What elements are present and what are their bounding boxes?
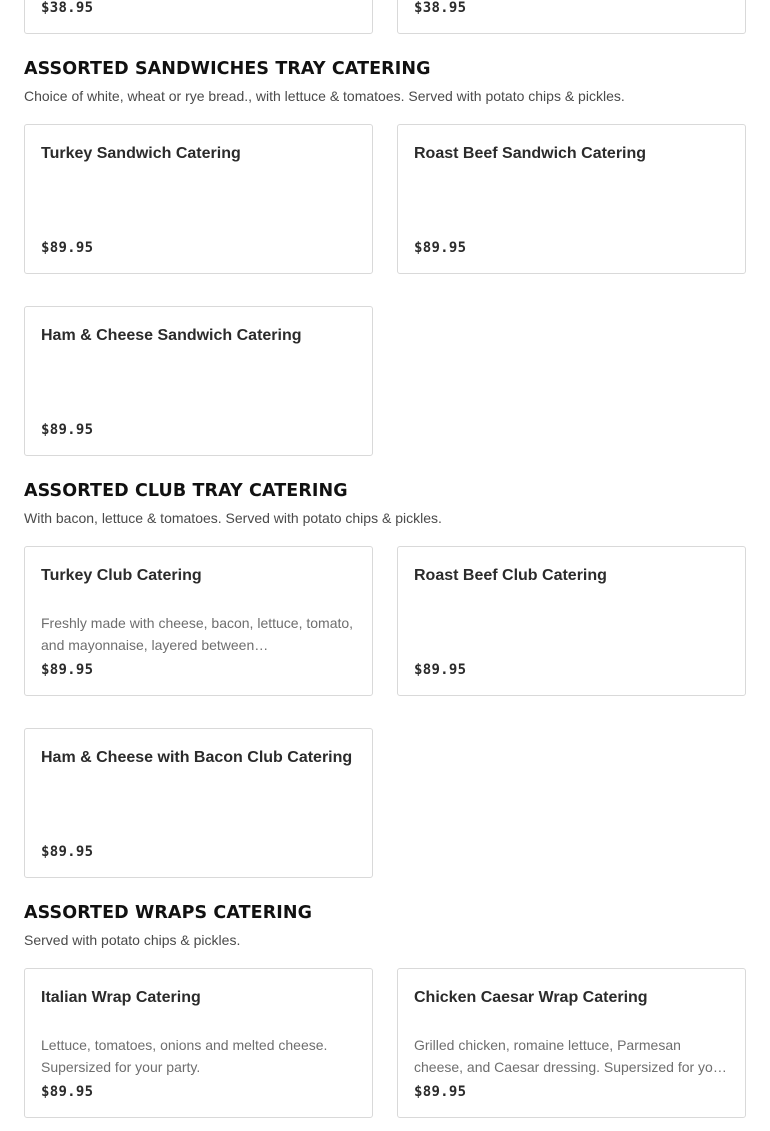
section-description: With bacon, lettuce & tomatoes. Served with potato chips & pickles. bbox=[24, 510, 442, 526]
item-name: Turkey Sandwich Catering bbox=[41, 145, 241, 162]
menu-item-card[interactable] bbox=[24, 306, 373, 456]
menu-item-card[interactable] bbox=[24, 124, 373, 274]
section-title: ASSORTED CLUB TRAY CATERING bbox=[24, 481, 348, 501]
item-description: Lettuce, tomatoes, onions and melted cheese. Supersized for your party. bbox=[41, 1037, 328, 1075]
item-name: Turkey Club Catering bbox=[41, 567, 202, 584]
section-description: Choice of white, wheat or rye bread., with lettuce & tomatoes. Served with potato chips & pickles. bbox=[24, 88, 625, 104]
item-price: $89.95 bbox=[41, 662, 94, 678]
menu-item-card[interactable] bbox=[397, 968, 746, 1118]
menu-item-card[interactable] bbox=[24, 968, 373, 1118]
section-description: Served with potato chips & pickles. bbox=[24, 932, 241, 948]
menu-item-card[interactable] bbox=[24, 728, 373, 878]
item-price: $89.95 bbox=[414, 240, 467, 256]
item-name: Roast Beef Club Catering bbox=[414, 567, 607, 584]
menu-item-card[interactable] bbox=[397, 0, 746, 34]
menu-item-card[interactable] bbox=[24, 0, 373, 34]
item-name: Ham & Cheese with Bacon Club Catering bbox=[41, 749, 353, 766]
item-description: Freshly made with cheese, bacon, lettuce, tomato, and mayonnaise, layered between… bbox=[41, 615, 354, 653]
item-name: Ham & Cheese Sandwich Catering bbox=[41, 327, 302, 344]
item-price: $89.95 bbox=[41, 422, 94, 438]
section-title: ASSORTED WRAPS CATERING bbox=[24, 903, 313, 923]
menu-item-card[interactable] bbox=[24, 546, 373, 696]
item-description: Grilled chicken, romaine lettuce, Parmesan cheese, and Caesar dressing. Supersized for your bbox=[414, 1037, 726, 1075]
item-price: $38.95 bbox=[41, 0, 94, 16]
section-title: ASSORTED SANDWICHES TRAY CATERING bbox=[24, 59, 431, 79]
item-price: $38.95 bbox=[414, 0, 467, 16]
item-price: $89.95 bbox=[414, 1084, 467, 1100]
menu-item-card[interactable] bbox=[397, 546, 746, 696]
item-price: $89.95 bbox=[41, 1084, 94, 1100]
item-name: Chicken Caesar Wrap Catering bbox=[414, 989, 648, 1006]
item-price: $89.95 bbox=[41, 844, 94, 860]
item-name: Italian Wrap Catering bbox=[41, 989, 201, 1006]
item-price: $89.95 bbox=[414, 662, 467, 678]
item-price: $89.95 bbox=[41, 240, 94, 256]
item-name: Roast Beef Sandwich Catering bbox=[414, 145, 647, 162]
menu-item-card[interactable] bbox=[397, 124, 746, 274]
